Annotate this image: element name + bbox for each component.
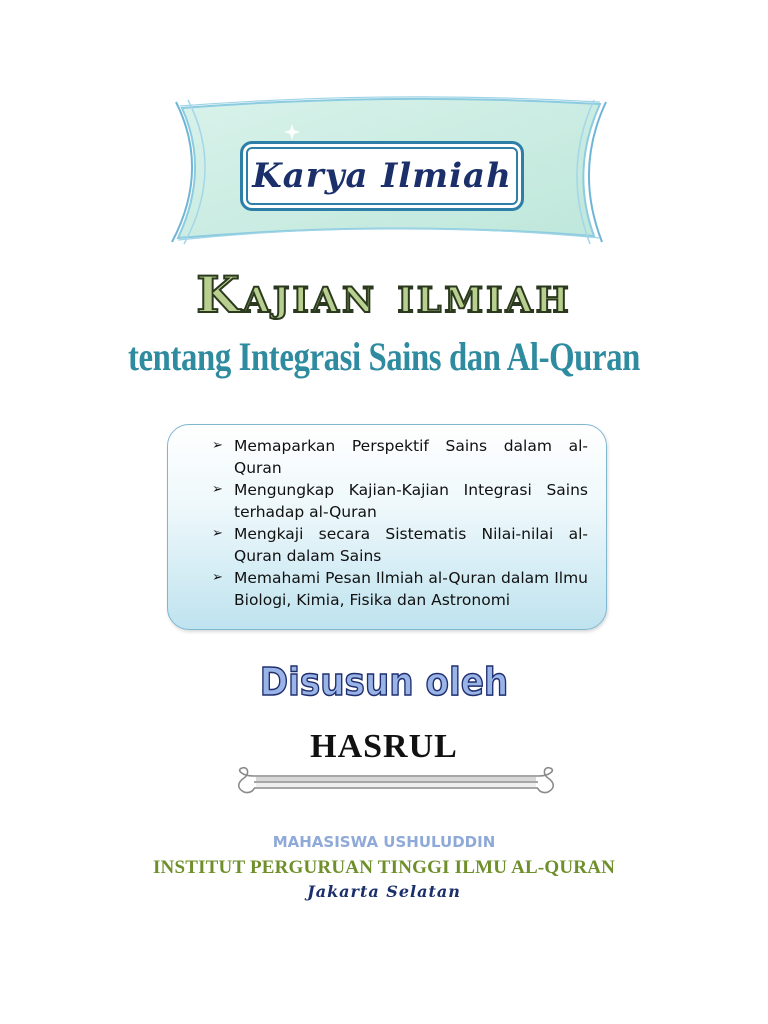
subtitle: tentang Integrasi Sains dan Al-Quran [128,334,640,379]
topics-box [167,424,607,630]
footer-institution: INSTITUT PERGURUAN TINGGI ILMU AL-QURAN [152,857,616,878]
footer-faculty: MAHASISWA USHULUDDIN [272,833,496,851]
arrowhead-icon: ➢ [212,438,223,453]
footer-location: Jakarta Selatan [307,882,461,901]
main-title: Kajian ilmiah [196,265,572,324]
list-item-text: Mengungkap Kajian-Kajian Integrasi Sains terhadap al-Quran [234,481,588,521]
list-item-text: Memaparkan Perspektif Sains dalam al-Quran [234,437,588,477]
arrowhead-icon: ➢ [212,570,223,585]
arrowhead-icon: ➢ [212,526,223,541]
list-item-text: Memahami Pesan Ilmiah al-Quran dalam Ilmu Biologi, Kimia, Fisika dan Astronomi [234,569,588,609]
scroll-divider-icon [232,766,560,796]
list-item-text: Mengkaji secara Sistematis Nilai-nilai al-Quran dalam Sains [234,525,588,565]
banner-label: Karya Ilmiah [252,156,512,196]
list-item [212,479,588,523]
list-item [212,523,588,567]
topics-list [212,435,588,611]
author-name: HASRUL [310,728,458,765]
list-item [212,567,588,611]
list-item [212,435,588,479]
composed-by-label: Disusun oleh [259,660,509,704]
arrowhead-icon: ➢ [212,482,223,497]
